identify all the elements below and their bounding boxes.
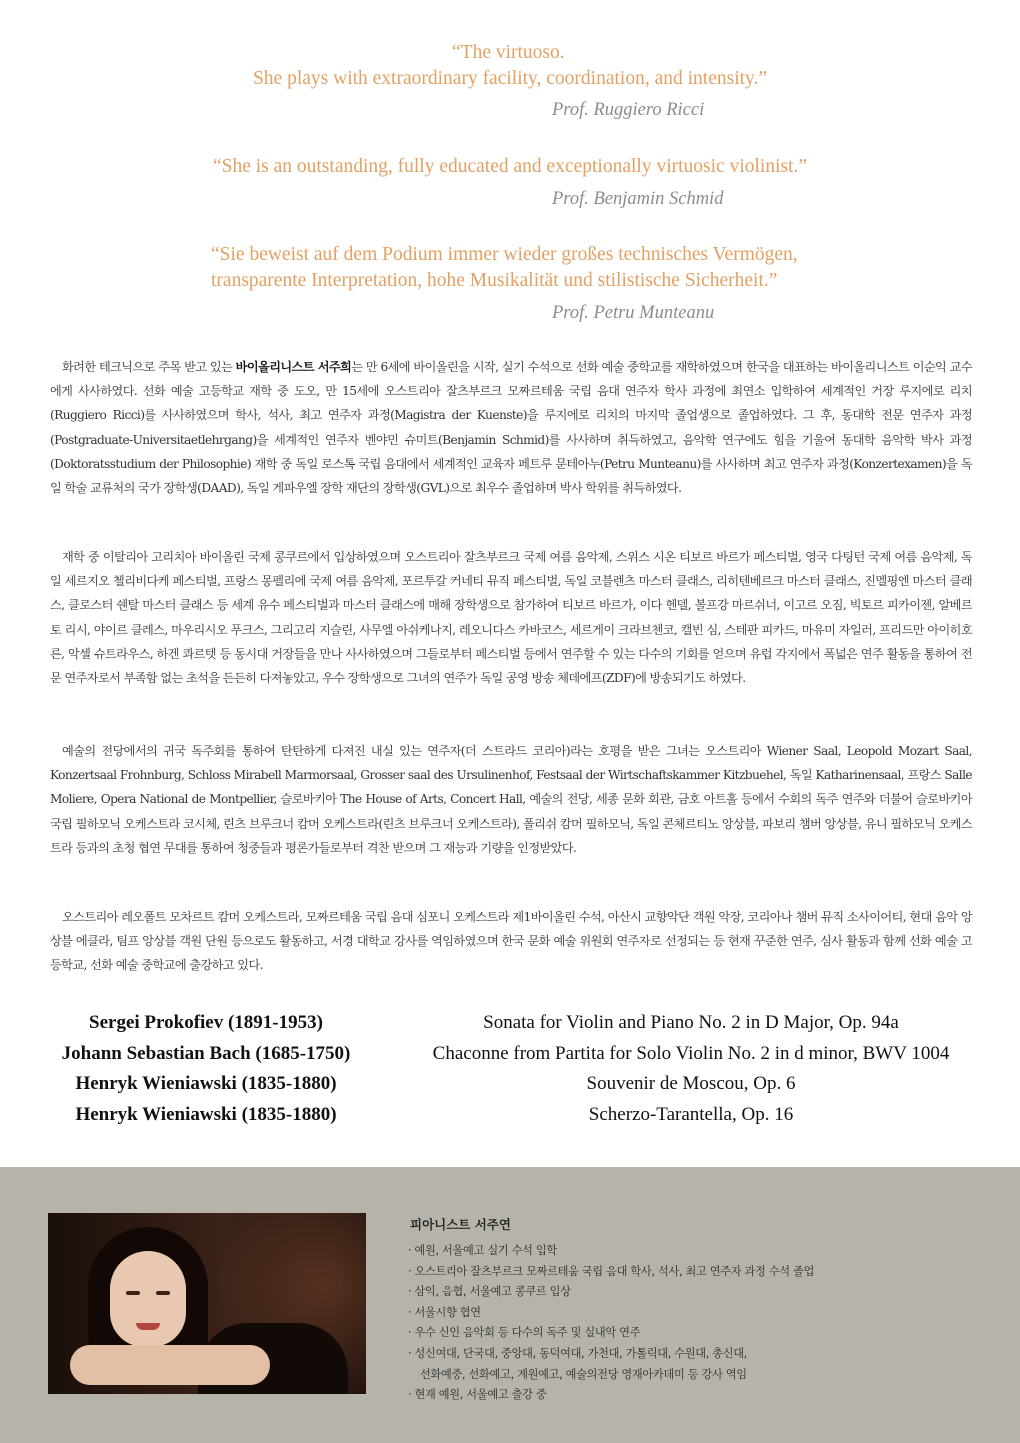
bio-p1-rest: 는 만 6세에 바이올린을 시작, 실기 수석으로 선화 예술 중학교를 재학하였으며 한국을 대표하는 바이올리니스트 이순익 교수에게 사사하였다. 선화 예술 고등학교 재학 중 도오, 만 15세에 오스트리아 잘츠부르크 모짜르테움 국립 음대 연주자 학사 과정에 최연소 입학하여 세계적인 거장 루지에로 리치(Ruggiero Ricci)를 사사하였으며 학사, 석사, 최고 연주자 과정(Magistra der Kuenste)을 루지에로 리치의 마지막 졸업생으로 졸업하였다. 그 후, 동대학 전문 연주자 과정(Postgraduate-Universitaetlehrgang)을 세계적인 연주자 벤야민 슈미트(Benjamin Schmid)를 사사하며 취득하였고, 음악학 연구에도 힘을 기울여 동대학 음악학 박사 과정(Doktoratsstudium der Philosophie) 재학 중 독일 로스톡 국립 음대에서 세계적인 교육자 페트루 문테아누(Petru Munteanu)를 사사하며 최고 연주자 과정(Konzertexamen)을 독일 학술 교류처의 국가 장학생(DAAD), 독일 게파우엘 장학 재단의 장학생(GVL)으로 최우수 졸업하며 박사 학위를 취득하였다. bbox=[50, 360, 973, 496]
bio-intro: 화려한 테크닉으로 주목 받고 있는 bbox=[62, 360, 236, 374]
list-item bbox=[408, 1344, 814, 1385]
quote-3-line-2: transparente Interpretation, hohe Musikalität und stilistische Sicherheit.” bbox=[211, 270, 778, 291]
list-item: · 예원, 서울예고 실기 수석 입학 bbox=[408, 1244, 557, 1257]
quote-3-attribution: Prof. Petru Munteanu bbox=[552, 303, 715, 323]
program-composer-4: Henryk Wieniawski (1835-1880) bbox=[75, 1104, 337, 1125]
quote-2-attribution: Prof. Benjamin Schmid bbox=[552, 189, 724, 209]
list-item: · 우수 신인 음악회 등 다수의 독주 및 실내악 연주 bbox=[408, 1326, 641, 1340]
quote-1-attribution: Prof. Ruggiero Ricci bbox=[552, 100, 705, 120]
list-item: · 서울시향 협연 bbox=[408, 1305, 481, 1319]
quote-1-line-1: “The virtuoso. bbox=[452, 42, 565, 63]
pianist-title: 피아니스트 서주연 bbox=[410, 1217, 511, 1232]
program-work-4: Scherzo-Tarantella, Op. 16 bbox=[588, 1104, 794, 1125]
program-composer-3: Henryk Wieniawski (1835-1880) bbox=[75, 1073, 337, 1094]
bio-paragraph-4: 오스트리아 레오폴트 모차르트 캄머 오케스트라, 모짜르테움 국립 음대 심포니 오케스트라 제1바이올린 수석, 아산시 교향악단 객원 악장, 코리아나 챔버 뮤직 소사이어티, 현대 음악 앙상블 에클라, 팀프 앙상블 객원 단원 등으로도 활동하고, 서경 대학교 강사를 역임하였으며 한국 문화 예술 위원회 연주자로 선정되는 등 현재 꾸준한 연주, 심사 활동과 함께 선화 예술 고등학교, 선화 예술 중학교에 출강하고 있다. bbox=[50, 910, 972, 973]
program-work-3: Souvenir de Moscou, Op. 6 bbox=[586, 1073, 796, 1094]
pianist-career-list bbox=[408, 1241, 814, 1406]
quote-1-line-2: She plays with extraordinary facility, coordination, and intensity.” bbox=[252, 68, 768, 89]
bio-paragraph-2: 재학 중 이탈리아 고리치아 바이올린 국제 콩쿠르에서 입상하였으며 오스트리아 잘츠부르크 국제 여름 음악제, 스위스 시온 티보르 바르가 페스티벌, 영국 다팅턴 국제 여름 음악제, 독일 세르지오 첼리비다케 페스티벌, 프랑스 몽펠리에 국제 여름 음악제, 포르투갈 커네티 뮤직 페스티벌, 독일 코블렌츠 마스터 클래스, 리히텐베르크 마스터 클래스, 진멜핑엔 마스터 클래스, 클로스터 쉔탈 마스터 클래스 등 세계 유수 페스티벌과 마스터 클래스에 매해 장학생으로 참가하여 티보르 바르가, 이다 헨델, 볼프강 마르쉬너, 이고르 오짐, 빅토르 피카이젠, 알베르토 리시, 야이르 클레스, 마우리시오 푸크스, 그리고리 지슬린, 사무엘 아쉬케나지, 레오니다스 카바코스, 세르게이 크라브첸코, 캘빈 심, 스테판 피카드, 마유미 자일러, 프리드만 아이히호른, 악셀 슈트라우스, 하겐 콰르텟 등 동시대 거장들을 만나 사사하였으며 그들로부터 페스티벌 등에서 연주할 수 있는 다수의 기회를 얻으며 유럽 각지에서 폭넓은 연주 활동을 통하여 전문 연주자로서 부족함 없는 초석을 든든히 다져놓았고, 우수 장학생으로 그녀의 연주가 독일 공영 방송 체데에프(ZDF)에 방송되기도 하였다. bbox=[50, 550, 972, 686]
program-work-2: Chaconne from Partita for Solo Violin No. 2 in d minor, BWV 1004 bbox=[432, 1043, 950, 1064]
program-work-1: Sonata for Violin and Piano No. 2 in D Major, Op. 94a bbox=[483, 1012, 899, 1033]
list-item: · 오스트리아 잘츠부르크 모짜르테움 국립 음대 학사, 석사, 최고 연주자 과정 수석 졸업 bbox=[408, 1264, 815, 1278]
violinist-name: 바이올리니스트 서주희 bbox=[235, 360, 352, 374]
list-item-continuation: 선화예중, 선화예고, 계원예고, 예술의전당 영재아카데미 등 강사 역임 bbox=[420, 1367, 747, 1381]
pianist-photo bbox=[48, 1213, 366, 1394]
quote-2-line-1: “She is an outstanding, fully educated and exceptionally virtuosic violinist.” bbox=[212, 156, 808, 177]
list-item: · 삼익, 음협, 서울예고 콩쿠르 입상 bbox=[408, 1285, 571, 1299]
program-composer-2: Johann Sebastian Bach (1685-1750) bbox=[61, 1043, 351, 1064]
bio-paragraph-1 bbox=[50, 355, 972, 500]
list-item: · 현재 예원, 서울예고 출강 중 bbox=[408, 1388, 547, 1402]
pianist-section bbox=[0, 1167, 1020, 1443]
bio-paragraph-3: 예술의 전당에서의 귀국 독주회를 통하여 탄탄하게 다져진 내실 있는 연주자(더 스트라드 코리아)라는 호평을 받은 그녀는 오스트리아 Wiener Saal, Leopold Mozart Saal, Konzertsaal Frohnburg, Schloss Mirabell Marmorsaal, Grosser saal des Ursulinenhof, Festsaal der Wirtschaftskammer Kitzbuehel, 독일 Katharinensaal, 프랑스 Salle Moliere, Opera National de Montpellier, 슬로바키아 The House of Arts, Concert Hall, 예술의 전당, 세종 문화 회관, 금호 아트홀 등에서 수회의 독주 연주와 더불어 슬로바키아 국립 필하모닉 오케스트라 코시체, 린츠 브루크너 캄머 오케스트라(린츠 브루크너 오케스트라), 폴리쉬 캄머 필하모닉, 독일 콘체르티노 앙상블, 파보리 챔버 앙상블, 유니 필하모닉 오케스트라 등과의 초청 협연 무대를 통하여 청중들과 평론가들로부터 격찬 받으며 그 재능과 기량을 인정받았다. bbox=[50, 744, 972, 855]
quote-3-line-1: “Sie beweist auf dem Podium immer wieder großes technisches Vermögen, bbox=[211, 244, 798, 265]
program-composer-1: Sergei Prokofiev (1891-1953) bbox=[89, 1012, 323, 1033]
list-item-text: · 성신여대, 단국대, 중앙대, 동덕여대, 가천대, 가톨릭대, 수원대, 총신대, bbox=[408, 1346, 748, 1360]
